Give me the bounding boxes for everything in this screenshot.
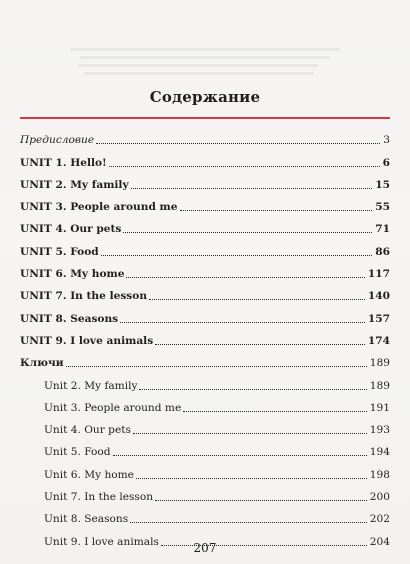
toc-entry-label: Unit 5. Food bbox=[44, 446, 111, 459]
toc-entry bbox=[20, 370, 390, 392]
toc-entry-page: 3 bbox=[383, 134, 390, 147]
toc-entry-label: UNIT 3. People around me bbox=[20, 201, 178, 214]
dot-leader bbox=[126, 277, 364, 278]
dot-leader bbox=[96, 143, 380, 144]
toc-entry-label: Ключи bbox=[20, 357, 64, 370]
dot-leader bbox=[66, 366, 367, 367]
page-number: 207 bbox=[193, 541, 217, 555]
bleed-through-line bbox=[84, 72, 314, 75]
dot-leader bbox=[130, 522, 367, 523]
toc-entry-page: 55 bbox=[375, 201, 390, 214]
toc-entry-label: UNIT 8. Seasons bbox=[20, 312, 119, 325]
toc-entry-label: Unit 2. My family bbox=[44, 379, 138, 392]
toc-entry-label: UNIT 6. My home bbox=[20, 268, 125, 281]
toc-entry bbox=[20, 437, 390, 459]
toc-entry-page: 140 bbox=[367, 290, 390, 303]
toc-entry bbox=[20, 214, 390, 236]
toc-entry-label: Unit 6. My home bbox=[44, 468, 134, 481]
toc-entry-label: Unit 7. In the lesson bbox=[44, 491, 154, 504]
toc-entry bbox=[20, 125, 390, 147]
toc-entry-label: UNIT 9. I love animals bbox=[20, 334, 154, 347]
toc-entry-page: 198 bbox=[369, 468, 390, 481]
toc-entry bbox=[20, 482, 390, 504]
toc-entry-page: 71 bbox=[375, 223, 390, 236]
bleed-through-line bbox=[70, 48, 340, 51]
toc-entry-label: Unit 8. Seasons bbox=[44, 513, 129, 526]
toc-entry-label: Unit 4. Our pets bbox=[44, 424, 131, 437]
table-of-contents bbox=[20, 125, 390, 549]
bleed-through-line bbox=[78, 64, 318, 67]
toc-entry-label: UNIT 5. Food bbox=[20, 245, 99, 258]
toc-entry bbox=[20, 415, 390, 437]
bleed-through-line bbox=[80, 56, 330, 59]
toc-entry-label: UNIT 2. My family bbox=[20, 178, 129, 191]
toc-entry bbox=[20, 281, 390, 303]
toc-entry bbox=[20, 326, 390, 348]
toc-entry-label: Предисловие bbox=[20, 134, 95, 147]
toc-entry bbox=[20, 147, 390, 169]
toc-entry-page: 6 bbox=[382, 156, 390, 169]
dot-leader bbox=[183, 411, 367, 412]
dot-leader bbox=[133, 433, 367, 434]
toc-entry bbox=[20, 393, 390, 415]
toc-entry-page: 202 bbox=[369, 513, 390, 526]
dot-leader bbox=[155, 344, 365, 345]
toc-entry-page: 189 bbox=[369, 379, 390, 392]
toc-entry-label: Unit 3. People around me bbox=[44, 401, 182, 414]
dot-leader bbox=[136, 478, 367, 479]
page-title: Содержание bbox=[149, 88, 261, 106]
dot-leader bbox=[155, 500, 367, 501]
toc-entry-page: 157 bbox=[367, 312, 390, 325]
toc-entry bbox=[20, 504, 390, 526]
toc-entry bbox=[20, 259, 390, 281]
toc-entry-page: 15 bbox=[375, 178, 390, 191]
toc-entry-page: 86 bbox=[375, 245, 390, 258]
dot-leader bbox=[131, 188, 373, 189]
toc-entry-page: 194 bbox=[369, 446, 390, 459]
dot-leader bbox=[180, 210, 373, 211]
toc-entry-label: UNIT 1. Hello! bbox=[20, 156, 107, 169]
toc-entry-page: 193 bbox=[369, 424, 390, 437]
toc-entry-label: UNIT 4. Our pets bbox=[20, 223, 122, 236]
toc-entry-page: 117 bbox=[367, 268, 390, 281]
toc-entry-page: 204 bbox=[369, 535, 390, 548]
dot-leader bbox=[139, 389, 366, 390]
toc-entry bbox=[20, 303, 390, 325]
toc-entry-page: 189 bbox=[369, 357, 390, 370]
toc-entry bbox=[20, 459, 390, 481]
toc-entry bbox=[20, 236, 390, 258]
dot-leader bbox=[113, 455, 367, 456]
toc-entry-page: 191 bbox=[369, 401, 390, 414]
dot-leader bbox=[149, 299, 365, 300]
toc-entry bbox=[20, 170, 390, 192]
toc-entry-label: Unit 9. I love animals bbox=[44, 535, 159, 548]
dot-leader bbox=[120, 322, 365, 323]
dot-leader bbox=[109, 166, 380, 167]
title-divider bbox=[20, 117, 390, 119]
toc-entry-label: UNIT 7. In the lesson bbox=[20, 290, 148, 303]
toc-entry bbox=[20, 192, 390, 214]
dot-leader bbox=[101, 255, 373, 256]
dot-leader bbox=[123, 232, 372, 233]
toc-entry bbox=[20, 348, 390, 370]
toc-entry-page: 174 bbox=[367, 334, 390, 347]
toc-entry-page: 200 bbox=[369, 491, 390, 504]
